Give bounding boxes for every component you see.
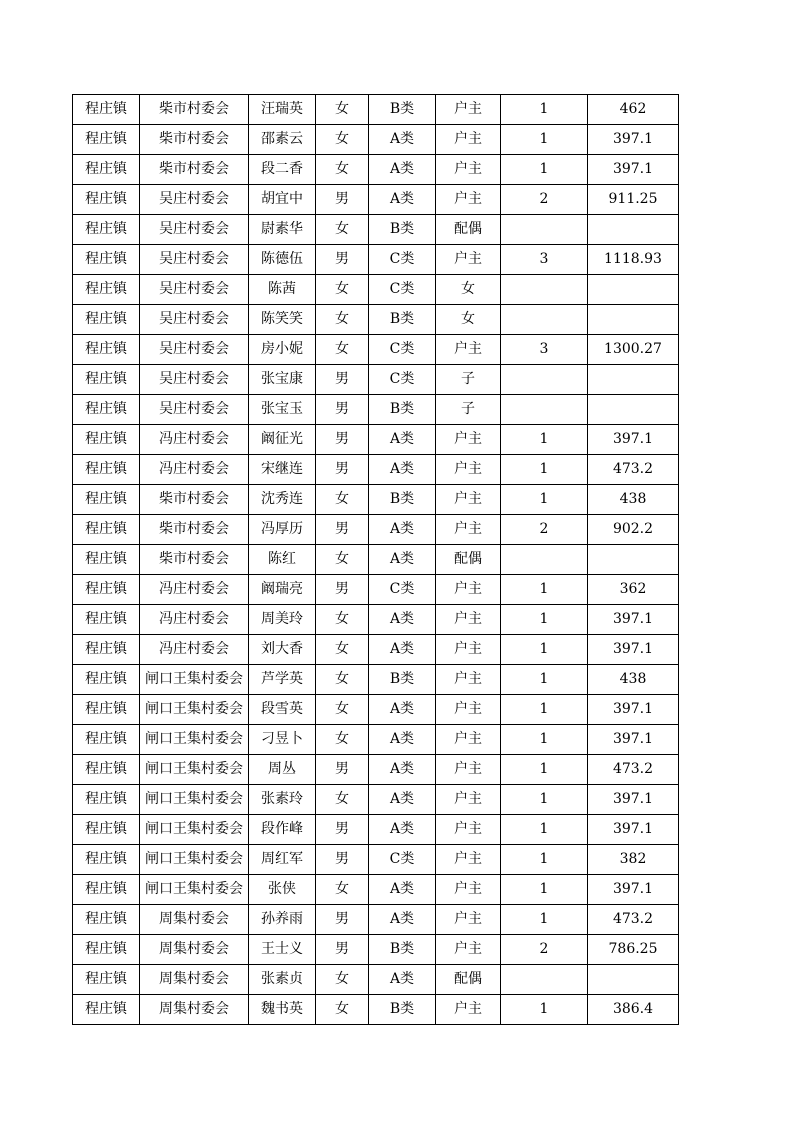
name-cell: 汪瑞英 — [249, 95, 316, 125]
town-cell: 程庄镇 — [73, 185, 140, 215]
amount-cell — [588, 395, 679, 425]
table-row — [73, 155, 679, 185]
town-cell: 程庄镇 — [73, 875, 140, 905]
amount-cell — [588, 365, 679, 395]
name-cell: 宋继连 — [249, 455, 316, 485]
gender-cell: 女 — [316, 215, 369, 245]
gender-cell: 女 — [316, 545, 369, 575]
household-size-cell: 1 — [501, 455, 588, 485]
town-cell: 程庄镇 — [73, 815, 140, 845]
relation-cell: 户主 — [436, 905, 501, 935]
table-row — [73, 635, 679, 665]
relation-cell: 户主 — [436, 935, 501, 965]
name-cell: 王士义 — [249, 935, 316, 965]
name-cell: 周红军 — [249, 845, 316, 875]
relation-cell: 户主 — [436, 845, 501, 875]
relation-cell: 户主 — [436, 335, 501, 365]
village-committee-cell: 吴庄村委会 — [140, 185, 249, 215]
amount-cell: 473.2 — [588, 905, 679, 935]
name-cell: 刘大香 — [249, 635, 316, 665]
relation-cell: 户主 — [436, 455, 501, 485]
amount-cell: 397.1 — [588, 815, 679, 845]
village-committee-cell: 柴市村委会 — [140, 95, 249, 125]
name-cell: 芦学英 — [249, 665, 316, 695]
table-row — [73, 215, 679, 245]
household-size-cell: 2 — [501, 935, 588, 965]
household-size-cell: 1 — [501, 875, 588, 905]
table-row — [73, 425, 679, 455]
category-cell: C类 — [369, 275, 436, 305]
household-size-cell: 1 — [501, 845, 588, 875]
gender-cell: 男 — [316, 815, 369, 845]
name-cell: 沈秀连 — [249, 485, 316, 515]
household-size-cell — [501, 275, 588, 305]
town-cell: 程庄镇 — [73, 935, 140, 965]
gender-cell: 女 — [316, 95, 369, 125]
village-committee-cell: 吴庄村委会 — [140, 275, 249, 305]
relation-cell: 户主 — [436, 605, 501, 635]
gender-cell: 男 — [316, 905, 369, 935]
town-cell: 程庄镇 — [73, 965, 140, 995]
name-cell: 阚征光 — [249, 425, 316, 455]
village-committee-cell: 闸口王集村委会 — [140, 785, 249, 815]
village-committee-cell: 柴市村委会 — [140, 485, 249, 515]
category-cell: A类 — [369, 425, 436, 455]
household-size-cell — [501, 965, 588, 995]
amount-cell — [588, 275, 679, 305]
village-committee-cell: 闸口王集村委会 — [140, 695, 249, 725]
amount-cell: 397.1 — [588, 605, 679, 635]
table-row — [73, 935, 679, 965]
name-cell: 魏书英 — [249, 995, 316, 1025]
gender-cell: 女 — [316, 485, 369, 515]
village-committee-cell: 冯庄村委会 — [140, 605, 249, 635]
relation-cell: 户主 — [436, 485, 501, 515]
name-cell: 胡宜中 — [249, 185, 316, 215]
household-size-cell: 1 — [501, 815, 588, 845]
relation-cell: 户主 — [436, 155, 501, 185]
name-cell: 阚瑞亮 — [249, 575, 316, 605]
village-committee-cell: 周集村委会 — [140, 905, 249, 935]
relation-cell: 户主 — [436, 425, 501, 455]
category-cell: A类 — [369, 125, 436, 155]
town-cell: 程庄镇 — [73, 335, 140, 365]
table-row — [73, 545, 679, 575]
relation-cell: 配偶 — [436, 965, 501, 995]
village-committee-cell: 冯庄村委会 — [140, 425, 249, 455]
amount-cell: 1118.93 — [588, 245, 679, 275]
village-committee-cell: 吴庄村委会 — [140, 335, 249, 365]
table-row — [73, 95, 679, 125]
name-cell: 张素玲 — [249, 785, 316, 815]
village-committee-cell: 冯庄村委会 — [140, 455, 249, 485]
category-cell: A类 — [369, 455, 436, 485]
table-row — [73, 575, 679, 605]
category-cell: C类 — [369, 245, 436, 275]
category-cell: A类 — [369, 515, 436, 545]
household-size-cell: 1 — [501, 155, 588, 185]
amount-cell: 397.1 — [588, 425, 679, 455]
town-cell: 程庄镇 — [73, 905, 140, 935]
name-cell: 张侠 — [249, 875, 316, 905]
gender-cell: 女 — [316, 785, 369, 815]
beneficiary-table — [72, 94, 679, 1025]
household-size-cell: 1 — [501, 485, 588, 515]
amount-cell — [588, 305, 679, 335]
category-cell: C类 — [369, 845, 436, 875]
village-committee-cell: 吴庄村委会 — [140, 395, 249, 425]
town-cell: 程庄镇 — [73, 125, 140, 155]
table-row — [73, 455, 679, 485]
amount-cell: 397.1 — [588, 155, 679, 185]
household-size-cell — [501, 365, 588, 395]
name-cell: 陈红 — [249, 545, 316, 575]
amount-cell: 462 — [588, 95, 679, 125]
relation-cell: 户主 — [436, 635, 501, 665]
town-cell: 程庄镇 — [73, 215, 140, 245]
gender-cell: 女 — [316, 335, 369, 365]
relation-cell: 户主 — [436, 575, 501, 605]
category-cell: B类 — [369, 995, 436, 1025]
gender-cell: 女 — [316, 605, 369, 635]
gender-cell: 男 — [316, 395, 369, 425]
amount-cell — [588, 215, 679, 245]
relation-cell: 户主 — [436, 245, 501, 275]
relation-cell: 户主 — [436, 185, 501, 215]
village-committee-cell: 周集村委会 — [140, 995, 249, 1025]
category-cell: A类 — [369, 545, 436, 575]
relation-cell: 户主 — [436, 95, 501, 125]
village-committee-cell: 吴庄村委会 — [140, 305, 249, 335]
town-cell: 程庄镇 — [73, 365, 140, 395]
town-cell: 程庄镇 — [73, 515, 140, 545]
amount-cell: 911.25 — [588, 185, 679, 215]
category-cell: A类 — [369, 905, 436, 935]
table-row — [73, 125, 679, 155]
category-cell: C类 — [369, 335, 436, 365]
name-cell: 段作峰 — [249, 815, 316, 845]
village-committee-cell: 闸口王集村委会 — [140, 875, 249, 905]
village-committee-cell: 柴市村委会 — [140, 155, 249, 185]
table-row — [73, 275, 679, 305]
amount-cell: 902.2 — [588, 515, 679, 545]
village-committee-cell: 闸口王集村委会 — [140, 665, 249, 695]
gender-cell: 男 — [316, 455, 369, 485]
category-cell: B类 — [369, 395, 436, 425]
household-size-cell: 2 — [501, 515, 588, 545]
gender-cell: 女 — [316, 155, 369, 185]
name-cell: 房小妮 — [249, 335, 316, 365]
name-cell: 刁昱卜 — [249, 725, 316, 755]
gender-cell: 男 — [316, 185, 369, 215]
household-size-cell: 1 — [501, 995, 588, 1025]
category-cell: A类 — [369, 185, 436, 215]
category-cell: A类 — [369, 875, 436, 905]
table-row — [73, 995, 679, 1025]
gender-cell: 女 — [316, 995, 369, 1025]
relation-cell: 配偶 — [436, 215, 501, 245]
gender-cell: 女 — [316, 875, 369, 905]
name-cell: 周丛 — [249, 755, 316, 785]
amount-cell: 397.1 — [588, 785, 679, 815]
name-cell: 尉素华 — [249, 215, 316, 245]
table-row — [73, 665, 679, 695]
table-row — [73, 875, 679, 905]
amount-cell: 438 — [588, 485, 679, 515]
gender-cell: 女 — [316, 965, 369, 995]
table-row — [73, 785, 679, 815]
amount-cell: 1300.27 — [588, 335, 679, 365]
category-cell: A类 — [369, 755, 436, 785]
amount-cell: 473.2 — [588, 455, 679, 485]
amount-cell — [588, 545, 679, 575]
relation-cell: 户主 — [436, 515, 501, 545]
household-size-cell — [501, 545, 588, 575]
relation-cell: 子 — [436, 365, 501, 395]
relation-cell: 户主 — [436, 875, 501, 905]
village-committee-cell: 柴市村委会 — [140, 125, 249, 155]
gender-cell: 女 — [316, 695, 369, 725]
village-committee-cell: 闸口王集村委会 — [140, 845, 249, 875]
household-size-cell: 1 — [501, 425, 588, 455]
table-row — [73, 755, 679, 785]
household-size-cell: 1 — [501, 785, 588, 815]
household-size-cell: 1 — [501, 695, 588, 725]
table-row — [73, 905, 679, 935]
town-cell: 程庄镇 — [73, 395, 140, 425]
household-size-cell: 1 — [501, 575, 588, 605]
table-row — [73, 725, 679, 755]
table-row — [73, 305, 679, 335]
category-cell: A类 — [369, 965, 436, 995]
gender-cell: 男 — [316, 515, 369, 545]
town-cell: 程庄镇 — [73, 275, 140, 305]
table-row — [73, 395, 679, 425]
amount-cell: 382 — [588, 845, 679, 875]
table-row — [73, 335, 679, 365]
village-committee-cell: 周集村委会 — [140, 965, 249, 995]
gender-cell: 女 — [316, 635, 369, 665]
gender-cell: 男 — [316, 245, 369, 275]
town-cell: 程庄镇 — [73, 245, 140, 275]
household-size-cell: 1 — [501, 665, 588, 695]
gender-cell: 男 — [316, 845, 369, 875]
village-committee-cell: 冯庄村委会 — [140, 635, 249, 665]
category-cell: B类 — [369, 215, 436, 245]
gender-cell: 女 — [316, 125, 369, 155]
village-committee-cell: 柴市村委会 — [140, 545, 249, 575]
gender-cell: 男 — [316, 755, 369, 785]
name-cell: 邵素云 — [249, 125, 316, 155]
table-row — [73, 815, 679, 845]
name-cell: 张素贞 — [249, 965, 316, 995]
name-cell: 孙养雨 — [249, 905, 316, 935]
amount-cell: 397.1 — [588, 125, 679, 155]
amount-cell: 397.1 — [588, 875, 679, 905]
name-cell: 陈笑笑 — [249, 305, 316, 335]
town-cell: 程庄镇 — [73, 755, 140, 785]
town-cell: 程庄镇 — [73, 605, 140, 635]
gender-cell: 男 — [316, 365, 369, 395]
category-cell: A类 — [369, 695, 436, 725]
table-row — [73, 965, 679, 995]
amount-cell: 362 — [588, 575, 679, 605]
amount-cell: 473.2 — [588, 755, 679, 785]
gender-cell: 女 — [316, 275, 369, 305]
amount-cell: 397.1 — [588, 635, 679, 665]
village-committee-cell: 闸口王集村委会 — [140, 725, 249, 755]
amount-cell: 438 — [588, 665, 679, 695]
household-size-cell: 1 — [501, 605, 588, 635]
village-committee-cell: 吴庄村委会 — [140, 365, 249, 395]
town-cell: 程庄镇 — [73, 545, 140, 575]
household-size-cell — [501, 395, 588, 425]
relation-cell: 户主 — [436, 995, 501, 1025]
town-cell: 程庄镇 — [73, 305, 140, 335]
category-cell: A类 — [369, 725, 436, 755]
household-size-cell: 2 — [501, 185, 588, 215]
village-committee-cell: 闸口王集村委会 — [140, 755, 249, 785]
relation-cell: 户主 — [436, 815, 501, 845]
town-cell: 程庄镇 — [73, 155, 140, 185]
table-row — [73, 695, 679, 725]
category-cell: B类 — [369, 95, 436, 125]
village-committee-cell: 冯庄村委会 — [140, 575, 249, 605]
household-size-cell: 1 — [501, 725, 588, 755]
town-cell: 程庄镇 — [73, 725, 140, 755]
category-cell: C类 — [369, 575, 436, 605]
amount-cell: 786.25 — [588, 935, 679, 965]
gender-cell: 女 — [316, 725, 369, 755]
gender-cell: 女 — [316, 665, 369, 695]
category-cell: B类 — [369, 485, 436, 515]
category-cell: A类 — [369, 815, 436, 845]
amount-cell — [588, 965, 679, 995]
name-cell: 段雪英 — [249, 695, 316, 725]
name-cell: 陈德伍 — [249, 245, 316, 275]
household-size-cell: 3 — [501, 245, 588, 275]
table-row — [73, 515, 679, 545]
gender-cell: 男 — [316, 575, 369, 605]
category-cell: A类 — [369, 155, 436, 185]
village-committee-cell: 吴庄村委会 — [140, 215, 249, 245]
name-cell: 张宝康 — [249, 365, 316, 395]
household-size-cell: 3 — [501, 335, 588, 365]
town-cell: 程庄镇 — [73, 695, 140, 725]
name-cell: 冯厚历 — [249, 515, 316, 545]
relation-cell: 户主 — [436, 125, 501, 155]
household-size-cell: 1 — [501, 755, 588, 785]
town-cell: 程庄镇 — [73, 455, 140, 485]
town-cell: 程庄镇 — [73, 425, 140, 455]
table-row — [73, 605, 679, 635]
amount-cell: 397.1 — [588, 725, 679, 755]
town-cell: 程庄镇 — [73, 665, 140, 695]
relation-cell: 配偶 — [436, 545, 501, 575]
household-size-cell: 1 — [501, 125, 588, 155]
category-cell: C类 — [369, 365, 436, 395]
town-cell: 程庄镇 — [73, 995, 140, 1025]
relation-cell: 户主 — [436, 665, 501, 695]
category-cell: B类 — [369, 305, 436, 335]
town-cell: 程庄镇 — [73, 635, 140, 665]
village-committee-cell: 周集村委会 — [140, 935, 249, 965]
town-cell: 程庄镇 — [73, 785, 140, 815]
household-size-cell: 1 — [501, 635, 588, 665]
beneficiary-table-body — [73, 95, 679, 1025]
name-cell: 陈茜 — [249, 275, 316, 305]
gender-cell: 女 — [316, 305, 369, 335]
household-size-cell — [501, 305, 588, 335]
table-row — [73, 485, 679, 515]
town-cell: 程庄镇 — [73, 485, 140, 515]
category-cell: A类 — [369, 605, 436, 635]
household-size-cell — [501, 215, 588, 245]
relation-cell: 子 — [436, 395, 501, 425]
relation-cell: 女 — [436, 275, 501, 305]
town-cell: 程庄镇 — [73, 845, 140, 875]
relation-cell: 女 — [436, 305, 501, 335]
amount-cell: 397.1 — [588, 695, 679, 725]
household-size-cell: 1 — [501, 905, 588, 935]
relation-cell: 户主 — [436, 725, 501, 755]
table-row — [73, 245, 679, 275]
village-committee-cell: 闸口王集村委会 — [140, 815, 249, 845]
village-committee-cell: 柴市村委会 — [140, 515, 249, 545]
table-row — [73, 365, 679, 395]
gender-cell: 男 — [316, 425, 369, 455]
gender-cell: 男 — [316, 935, 369, 965]
category-cell: B类 — [369, 935, 436, 965]
relation-cell: 户主 — [436, 785, 501, 815]
name-cell: 张宝玉 — [249, 395, 316, 425]
amount-cell: 386.4 — [588, 995, 679, 1025]
relation-cell: 户主 — [436, 755, 501, 785]
town-cell: 程庄镇 — [73, 575, 140, 605]
category-cell: B类 — [369, 665, 436, 695]
town-cell: 程庄镇 — [73, 95, 140, 125]
name-cell: 周美玲 — [249, 605, 316, 635]
name-cell: 段二香 — [249, 155, 316, 185]
table-row — [73, 185, 679, 215]
relation-cell: 户主 — [436, 695, 501, 725]
village-committee-cell: 吴庄村委会 — [140, 245, 249, 275]
category-cell: A类 — [369, 635, 436, 665]
table-row — [73, 845, 679, 875]
category-cell: A类 — [369, 785, 436, 815]
household-size-cell: 1 — [501, 95, 588, 125]
